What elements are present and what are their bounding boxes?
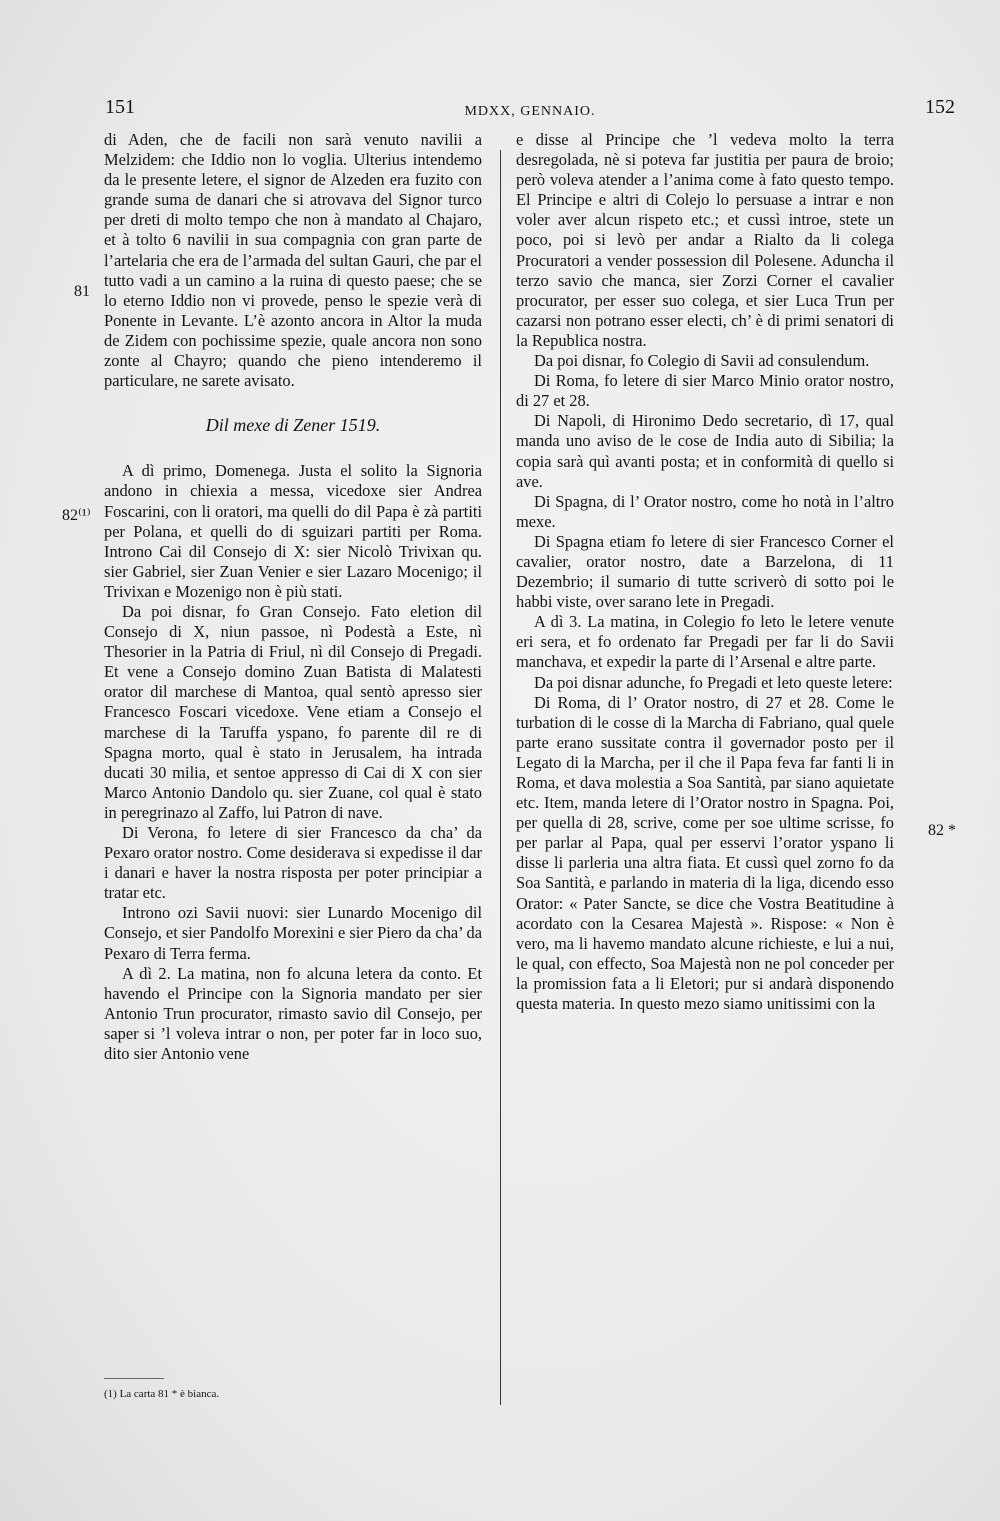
paragraph: Di Roma, di l’ Orator nostro, di 27 et 28. Come le turbation di le cosse di la Marcha di Fabriano, qual quele parte erano sussitate contra il governador posto per il Legato di la Marcha, per il che il Papa feva far fanti li in Roma, et dava molestia a Soa Santità, par siano aquietate etc. Item, manda letere di l’Orator nostro in Spagna. Poi, per quella di 28, scrive, come per soe ultime scrisse, fo per parlar al Papa, qual per esservi l’orator yspano li disse li parleria una altra fiata. Et cussì quel zorno fo da Soa Santità, e parlando in materia di la liga, dicendo esso Orator: « Pater Sancte, se dice che Vostra Beatitudine à acordato con la Cesarea Majestà ». Rispose: « Non è vero, ma li havemo mandato alcune richieste, e lui a nui, le qual, con effecto, Soa Majestà non ne pol conceder per la promission fata a li Eletori; pur si andarà disponendo questa materia. In questo mezo siamo unitissimi con la xyxy=(516,692,894,1014)
paragraph: Di Verona, fo letere di sier Francesco da cha’ da Pexaro orator nostro. Come desiderava si expedisse il dar i danari e haver la nostra risposta per poter principiar a tratar etc. xyxy=(104,823,482,903)
paragraph: Introno ozi Savii nuovi: sier Lunardo Mocenigo dil Consejo, et sier Pandolfo Morexini e sier Piero da cha’ da Pexaro di Terra ferma. xyxy=(104,903,482,963)
paragraph: Di Spagna etiam fo letere di sier Francesco Corner el cavalier, orator nostro, date a Barzelona, di 11 Dezembrio; il sumario di tutte scriverò di sotto poi le habbi viste, over sarano lete in Pregadi. xyxy=(516,531,894,612)
paragraph: A dì 3. La matina, in Colegio fo leto le letere venute eri sera, et fo ordenato far Pregadi per far li do Savii manchava, et expedir la parte di l’Arsenal e altre parte. xyxy=(516,612,894,672)
paragraph: e disse al Principe che ’l vedeva molto la terra desregolada, nè si poteva far justitia per paura de broio; però voleva atender a l’anima come à fato questo tempo. El Principe e altri di Colejo lo persuase a intrar e non voler aver alcun rispeto etc.; et cussì introe, stete un poco, poi si levò per andar a Rialto da li colega Procuratori a vender possession dil Polesene. Aduncha il terzo savio che manca, sier Zorzi Corner el cavalier procurator, per esser suo colega, et sier Luca Trun per cazarsi non potrano esser electi, ch’ è di primi senatori di la Republica nostra. xyxy=(516,130,894,350)
running-title: MDXX, GENNAIO. xyxy=(464,104,596,119)
column-divider xyxy=(500,150,501,1405)
right-column xyxy=(516,130,894,1014)
paragraph: A dì primo, Domenega. Justa el solito la Signoria andono in chiexia a messa, vicedoxe sier Andrea Foscarini, con li oratori, ma quelli do dil Papa è zà partiti per Polana, et quelli do di sguizari partiti per Roma. Introno Cai dil Consejo di X: sier Nicolò Trivixan qu. sier Gabriel, sier Zuan Venier e sier Lazaro Mocenigo; il Trivixan e Mozenigo non è più stati. xyxy=(104,461,482,601)
footnote-rule xyxy=(104,1378,164,1379)
margin-folio-81: 81 xyxy=(74,283,90,300)
footnote: (1) La carta 81 * è bianca. xyxy=(104,1388,220,1400)
page-number-left: 151 xyxy=(105,96,135,118)
paragraph: Da poi disnar adunche, fo Pregadi et leto queste letere: xyxy=(534,672,893,692)
margin-folio-82-right: 82 * xyxy=(928,822,956,839)
paragraph: Di Spagna, di l’ Orator nostro, come ho notà in l’altro mexe. xyxy=(516,491,894,531)
margin-folio-82-left: 82⁽¹⁾ xyxy=(62,507,91,524)
paragraph: Da poi disnar, fo Gran Consejo. Fato eletion dil Consejo di X, niun passoe, nì Podestà a Este, nì Thesorier in la Patria di Friul, nì dil Consejo di Pregadi. Et vene a Consejo domino Zuan Batista di Malatesti orator dil marchese di Mantoa, qual sentò apresso sier Francesco Foscari vicedoxe. Vene etiam a Consejo el marchese di la Taruffa yspano, fo parente dil re di Spagna morto, qual è stato in Jerusalem, ha intrada ducati 30 milia, et sentoe appresso di Cai di X con sier Marco Antonio Dandolo qu. sier Zuane, col qual è stato in peregrinazo al Zaffo, lui Patron di nave. xyxy=(104,601,482,822)
paragraph: Di Napoli, di Hironimo Dedo secretario, dì 17, qual manda uno aviso de le cose de India auto di Sibilia; la copia sarà quì avanti posta; et in conformità di quello si ave. xyxy=(516,411,894,491)
paragraph: Di Roma, fo letere di sier Marco Minio orator nostro, di 27 et 28. xyxy=(516,371,894,411)
paragraph: Da poi disnar, fo Colegio di Savii ad consulendum. xyxy=(534,351,870,371)
paragraph: di Aden, che de facili non sarà venuto navilii a Melzidem: che Iddio non lo voglia. Ulterius intendemo da le presente letere, el signor de Alzeden era fuzito con grande suma de danari che si atrovava del Signor turco per dreti di molto tempo che non à mandato al Chajaro, et à tolto 6 navilii in sua compagnia con gran parte de l’artelaria che era de l’armada del sultan Gauri, che par el tutto vadi a un camino a la ruina di questo paese; che se lo eterno Iddio non vi provede, penso le spezie verà di Ponente in Levante. L’è azonto ancora in Altor la muda de Zidem con pochissime spezie, quale ancora non sono zonte al Chayro; quando che pieno intenderemo il particulare, ne sarete avisato. xyxy=(104,130,482,391)
paragraph: A dì 2. La matina, non fo alcuna letera da conto. Et havendo el Principe con la Signoria mandato per sier Antonio Trun procurator, rimasto savio dil Consejo, per saper si ’l voleva intrar o non, per poter far in loco suo, dito sier Antonio vene xyxy=(104,963,482,1064)
month-heading: Dil mexe di Zener 1519. xyxy=(205,415,381,436)
left-column xyxy=(104,130,482,1064)
page-number-right: 152 xyxy=(925,96,955,118)
